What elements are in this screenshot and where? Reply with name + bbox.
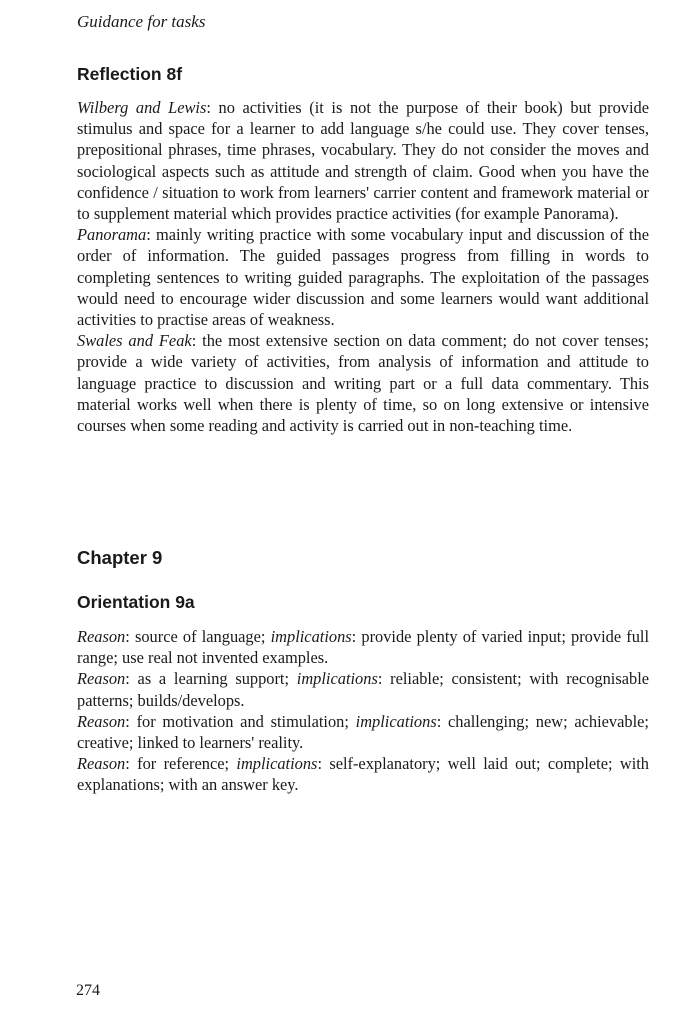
reason-item: Reason: source of language; implications: provide plenty of varied input; provide full range; use real not invented examples. (77, 627, 650, 668)
reason-text: source of language (134, 627, 261, 646)
implications-text: provide plenty of varied input; provide full range; use real not invented examples. (77, 627, 650, 668)
reason-label: Reason (77, 711, 126, 731)
implications-text: reliable; consistent; with recognisable patterns; builds/develops. (77, 669, 650, 710)
reflection-section (77, 64, 649, 436)
separator: : (146, 225, 157, 245)
running-head: Guidance for tasks (77, 12, 206, 31)
implications-text: self-explanatory; well laid out; complete; with explanations; with an answer key. (77, 754, 649, 795)
paragraph-label: Panorama (77, 225, 147, 245)
separator: : (206, 98, 219, 117)
implications-label: implications (270, 627, 352, 646)
paragraph (77, 97, 649, 224)
reason-label: Reason (77, 627, 126, 646)
reflection-body (77, 97, 649, 436)
reason-item: Reason: for motivation and stimulation; implications: challenging; new; achievable; creative; linked to learners' reality. (77, 711, 649, 753)
paragraph (77, 224, 649, 330)
reason-text: as a learning support (137, 669, 285, 689)
chapter-title: Chapter 9 (77, 547, 163, 568)
separator: : (191, 331, 203, 351)
paragraph-label: Wilberg and Lewis (77, 98, 207, 117)
implications-text: challenging; new; achievable; creative; linked to learners' reality. (77, 711, 649, 753)
reason-item: Reason: for reference; implications: self-explanatory; well laid out; complete; with explanations; with an answer key. (77, 754, 649, 795)
reason-text: for motivation and stimulation (136, 711, 345, 731)
page-number: 274 (76, 982, 100, 999)
paragraph (77, 330, 649, 436)
paragraph-label: Swales and Feak (77, 331, 192, 351)
section-title: Reflection 8f (77, 64, 183, 84)
reason-label: Reason (77, 669, 126, 689)
implications-label: implications (236, 754, 318, 774)
reason-label: Reason (77, 754, 126, 774)
orientation-body (77, 626, 649, 796)
orientation-section (77, 592, 649, 796)
section-title: Orientation 9a (77, 592, 195, 612)
paragraph-text: mainly writing practice with some vocabulary input and discussion of the order of information. The guided passages progress from filling in words to completing sentences to writing guided paragraphs. The exploitation of the passages would need to encourage wider discussion and some learners would want additional activities to practise areas of weakness. (77, 225, 649, 330)
implications-label: implications (355, 711, 437, 731)
reason-text: for reference (137, 754, 225, 774)
paragraph-text: no activities (it is not the purpose of their book) but provide stimulus and space for a learner to add language s/he could use. They cover tenses, prepositional phrases, time phrases, vocabulary. They do not consider the moves and sociological aspects such as attitude and strength of claim. Good when you have the confidence / situation to work from learners' carrier content and framework material or to supplement material which provides practice activities (for example Panorama). (77, 98, 649, 224)
reason-item: Reason: as a learning support; implications: reliable; consistent; with recognisable patterns; builds/develops. (77, 669, 650, 710)
implications-label: implications (296, 669, 378, 689)
paragraph-text: the most extensive section on data comment; do not cover tenses; provide a wide variety of activities, from analysis of information and attitude to language practice to discussion and writing part or a full data commentary. This material works well when there is plenty of time, so on long extensive or intensive courses when some reading and activity is carried out in non-teaching time. (77, 331, 649, 436)
